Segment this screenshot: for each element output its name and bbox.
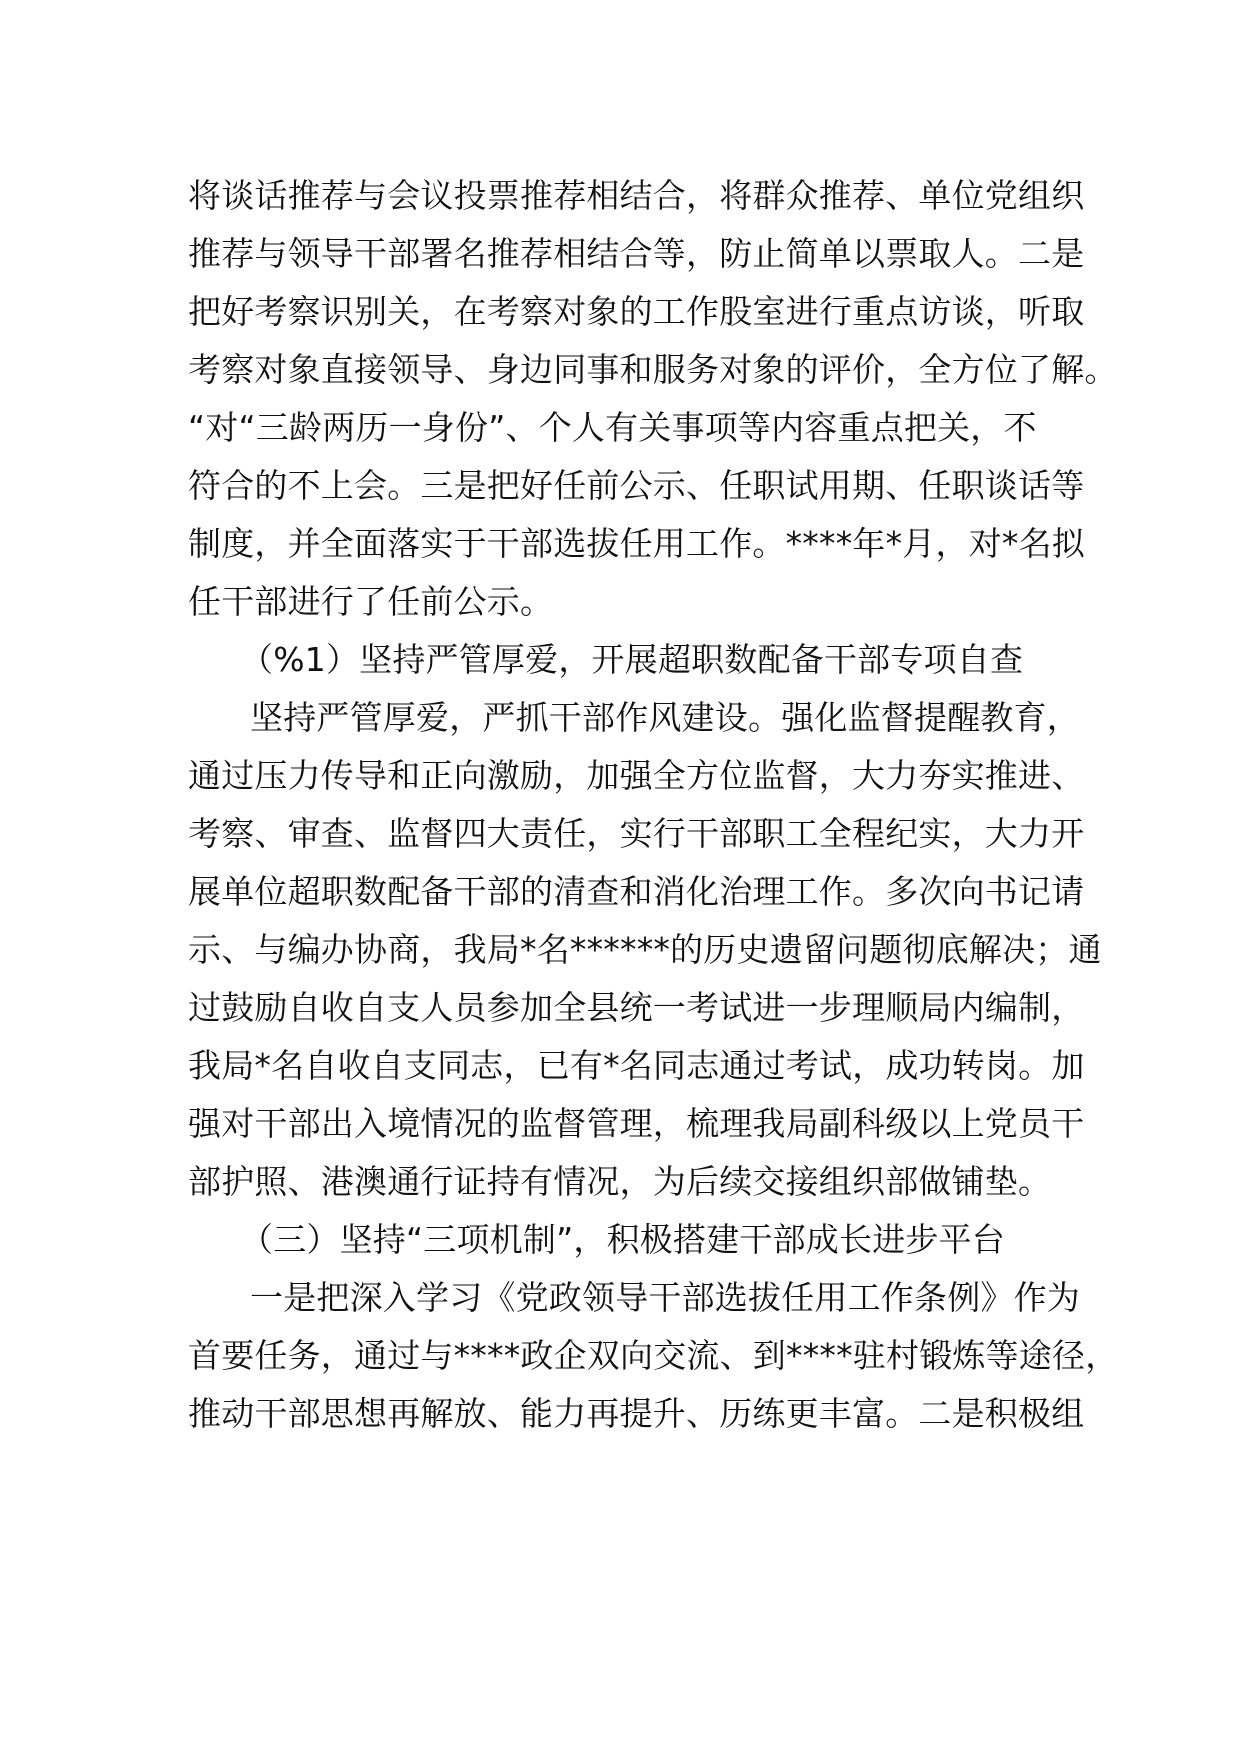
body-text-line: “对“三龄两历一身份”、个人有关事项等内容重点把关，不 [188,408,1037,447]
section-heading: （三）坚持“三项机制”，积极搭建干部成长进步平台 [240,1220,1005,1259]
body-text-line: 推荐与领导干部署名推荐相结合等，防止简单以票取人。二是 [188,234,1085,273]
section-heading: （%1）坚持严管厚爱，开展超职数配备干部专项自查 [240,640,1024,679]
body-text-line: 把好考察识别关，在考察对象的工作股室进行重点访谈，听取 [188,292,1085,331]
body-text-line: 首要任务，通过与****政企双向交流、到****驻村锻炼等途径， [188,1336,1119,1375]
body-text-line: 符合的不上会。三是把好任前公示、任职试用期、任职谈话等 [188,466,1085,505]
body-text-line: 制度，并全面落实于干部选拔任用工作。****年*月，对*名拟 [188,524,1085,563]
body-text-line: 任干部进行了任前公示。 [188,582,554,621]
paragraph-first-line: 坚持严管厚爱，严抓干部作风建设。强化监督提醒教育， [250,698,1080,737]
body-text-line: 过鼓励自收自支人员参加全县统一考试进一步理顺局内编制， [188,988,1085,1027]
body-text-line: 通过压力传导和正向激励，加强全方位监督，大力夯实推进、 [188,756,1085,795]
body-text-line: 示、与编办协商，我局*名******的历史遗留问题彻底解决；通 [188,930,1102,969]
body-text-line: 我局*名自收自支同志，已有*名同志通过考试，成功转岗。加 [188,1046,1085,1085]
body-text-line: 展单位超职数配备干部的清查和消化治理工作。多次向书记请 [188,872,1085,911]
paragraph-first-line: 一是把深入学习《党政领导干部选拔任用工作条例》作为 [250,1278,1080,1317]
body-text-line: 考察、审查、监督四大责任，实行干部职工全程纪实，大力开 [188,814,1085,853]
body-text-line: 强对干部出入境情况的监督管理，梳理我局副科级以上党员干 [188,1104,1085,1143]
body-text-line: 考察对象直接领导、身边同事和服务对象的评价，全方位了解。 [188,350,1118,389]
body-text-line: 推动干部思想再解放、能力再提升、历练更丰富。二是积极组 [188,1394,1085,1433]
body-text-line: 将谈话推荐与会议投票推荐相结合，将群众推荐、单位党组织 [188,176,1085,215]
body-text-line: 部护照、港澳通行证持有情况，为后续交接组织部做铺垫。 [188,1162,1052,1201]
